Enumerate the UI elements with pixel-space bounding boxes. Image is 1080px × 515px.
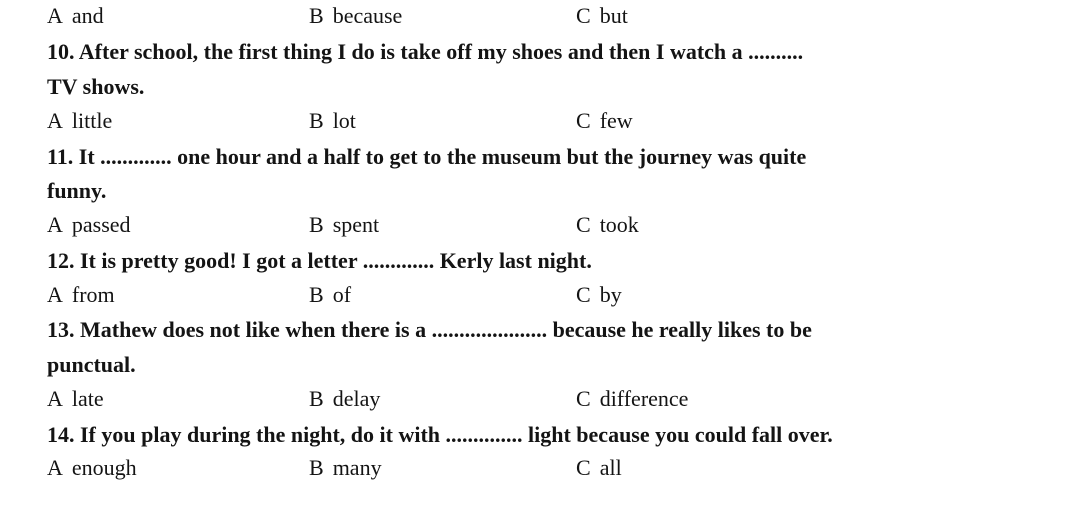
option-a: A from bbox=[47, 282, 115, 307]
option-b: B many bbox=[309, 455, 382, 480]
option-b: B of bbox=[309, 282, 352, 307]
question-14-line-1: 14. If you play during the night, do it with .............. light because you could fall over. bbox=[47, 422, 833, 447]
option-b: B because bbox=[309, 3, 403, 28]
question-11-line-1: 11. It ............. one hour and a half to get to the museum but the journey was quite bbox=[47, 144, 807, 169]
options-row-q11 bbox=[0, 212, 1080, 238]
option-a: A passed bbox=[47, 212, 131, 237]
option-c: C difference bbox=[576, 386, 689, 411]
option-b: B spent bbox=[309, 212, 380, 237]
option-b: B lot bbox=[309, 108, 356, 133]
options-row-q10 bbox=[0, 108, 1080, 134]
question-10-line-2: TV shows. bbox=[47, 74, 145, 99]
options-row-q13 bbox=[0, 386, 1080, 412]
question-11-line-2: funny. bbox=[47, 178, 107, 203]
option-c: C but bbox=[576, 3, 628, 28]
option-b: B delay bbox=[309, 386, 381, 411]
option-c: C took bbox=[576, 212, 639, 237]
option-a: A enough bbox=[47, 455, 137, 480]
option-c: C by bbox=[576, 282, 622, 307]
option-a: A and bbox=[47, 3, 104, 28]
question-13-line-1: 13. Mathew does not like when there is a ..................... because he really likes to be bbox=[47, 317, 812, 342]
question-10-line-1: 10. After school, the first thing I do is take off my shoes and then I watch a .......... bbox=[47, 39, 804, 64]
question-13-line-2: punctual. bbox=[47, 352, 136, 377]
option-c: C few bbox=[576, 108, 633, 133]
option-a: A late bbox=[47, 386, 104, 411]
options-row-q9 bbox=[0, 3, 1080, 29]
option-c: C all bbox=[576, 455, 622, 480]
option-a: A little bbox=[47, 108, 113, 133]
options-row-q12 bbox=[0, 282, 1080, 308]
question-12-line-1: 12. It is pretty good! I got a letter ............. Kerly last night. bbox=[47, 248, 592, 273]
options-row-q14 bbox=[0, 455, 1080, 481]
